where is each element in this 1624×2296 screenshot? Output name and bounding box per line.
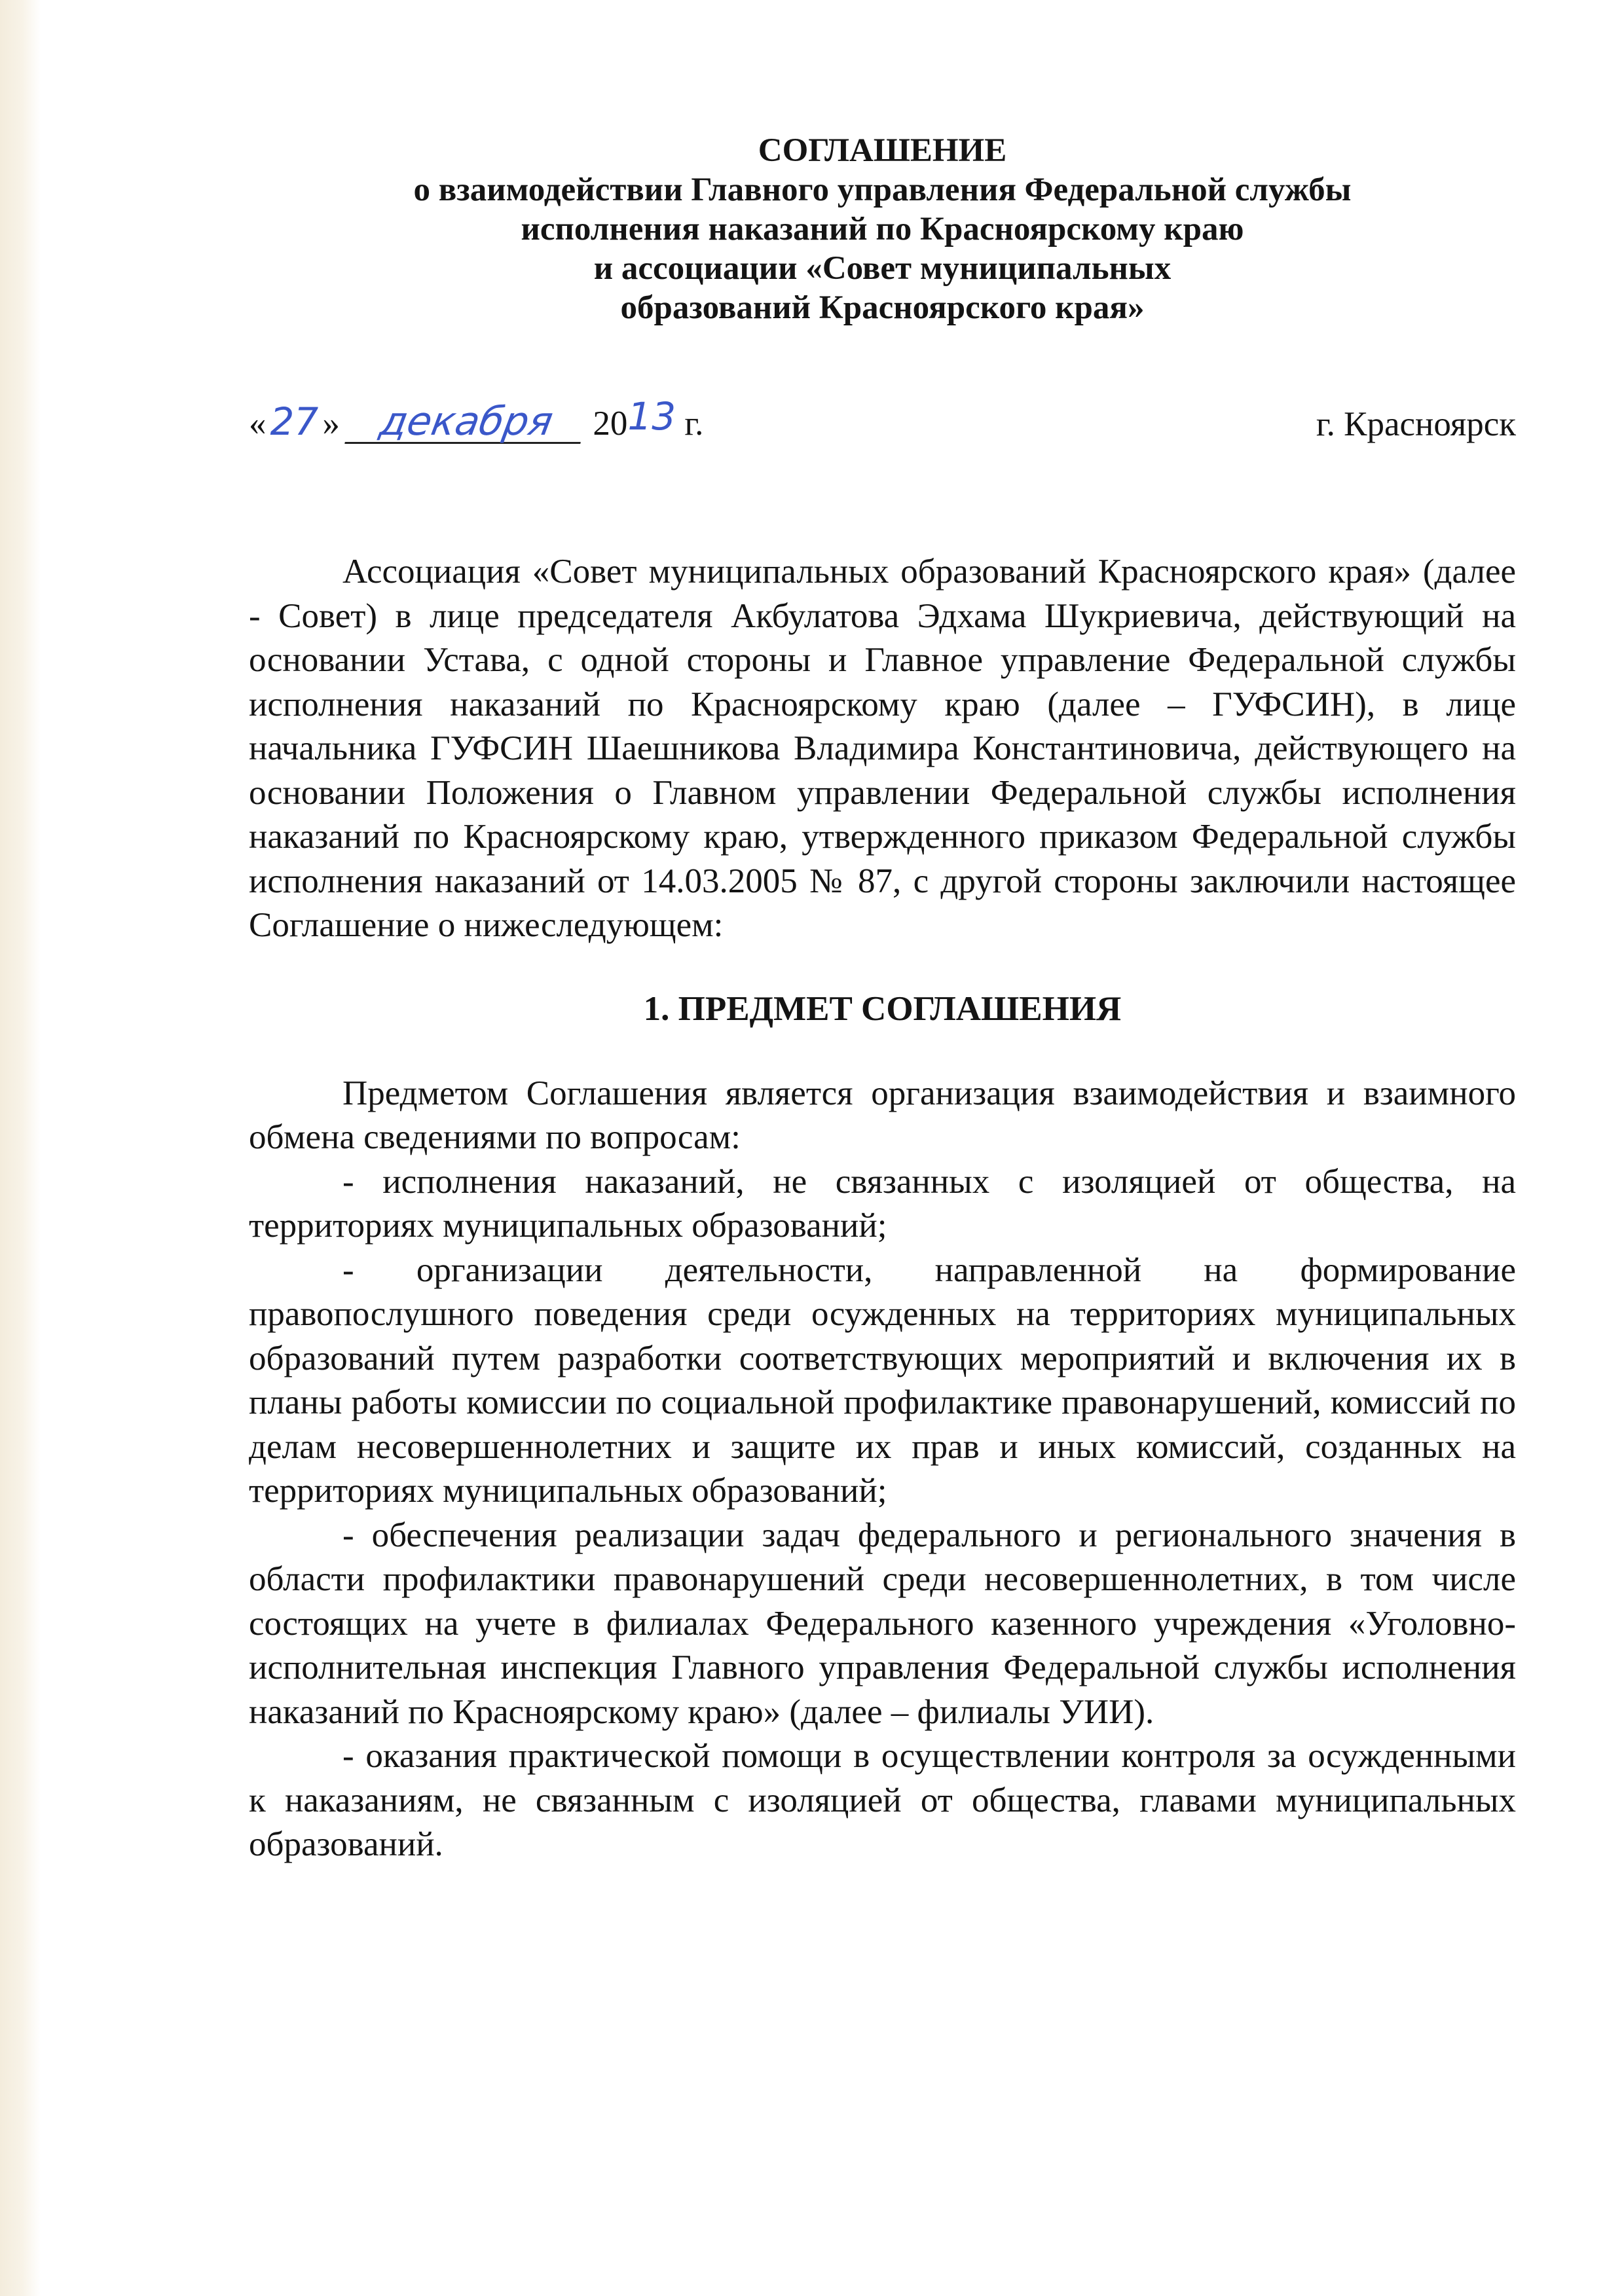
title-line: и ассоциации «Совет муниципальных [593,250,1172,287]
document-page [249,131,1516,1867]
section-heading: 1. ПРЕДМЕТ СОГЛАШЕНИЯ [643,989,1122,1028]
title-line: СОГЛАШЕНИЕ [758,132,1007,169]
city-label: г. Красноярск [1316,405,1516,443]
list-item: - исполнения наказаний, не связанных с изоляцией от общества, на территориях муниципальных образований; [249,1162,1516,1245]
handwritten-month: декабря [344,401,587,444]
list-item: - организации деятельности, направленной на формирование правопослушного поведения среди осужденных на территориях муниципальных образований путем разработки соответствующих мероприятий и включения их в планы работы комиссии по социальной профилактике правонарушений, комиссий по делам несовершеннолетних и защите их прав и иных комиссий, созданных на территориях муниципальных образований; [249,1250,1516,1510]
list-item: - оказания практической помощи в осуществлении контроля за осужденными к наказаниям, не связанным с изоляцией от общества, главами муниципальных образований. [249,1737,1516,1863]
handwritten-day: 27 [270,399,319,444]
year-suffix: г. [676,405,704,443]
year-prefix: 20 [593,405,628,443]
scan-edge-shadow [0,0,41,2296]
date-place-row [249,393,1516,452]
date-close-quote: » [322,405,340,443]
document-title [249,131,1516,327]
title-line: образований Красноярского края» [620,289,1145,326]
title-line: исполнения наказаний по Красноярскому краю [521,211,1244,247]
date-open-quote: « [249,405,267,443]
agreement-date [249,394,704,445]
handwritten-year: 13 [627,394,676,439]
intro-paragraph: Ассоциация «Совет муниципальных образований Красноярского края» (далее - Совет) в лице председателя Акбулатова Эдхама Шукриевича, действующий на основании Устава, с одной стороны и Главное управление Федеральной службы исполнения наказаний по Красноярскому краю (далее – ГУФСИН), в лице начальника ГУФСИН Шаешникова Владимира Константиновича, действующего на основании Положения о Главном управлении Федеральной службы исполнения наказаний по Красноярскому краю, утвержденного приказом Федеральной службы исполнения наказаний от 14.03.2005 № 87, с другой стороны заключили настоящее Соглашение о нижеследующем: [249,553,1516,944]
list-item: - обеспечения реализации задач федерального и регионального значения в области профилактики правонарушений среди несовершеннолетних, в том числе состоящих на учете в филиалах Федерального казенного учреждения «Уголовно-исполнительная инспекция Главного управления Федеральной службы исполнения наказаний по Красноярскому краю» (далее – филиалы УИИ). [249,1516,1516,1731]
section-lead-paragraph: Предметом Соглашения является организация взаимодействия и взаимного обмена сведениями по вопросам: [249,1074,1516,1156]
title-line: о взаимодействии Главного управления Федеральной службы [413,172,1352,208]
